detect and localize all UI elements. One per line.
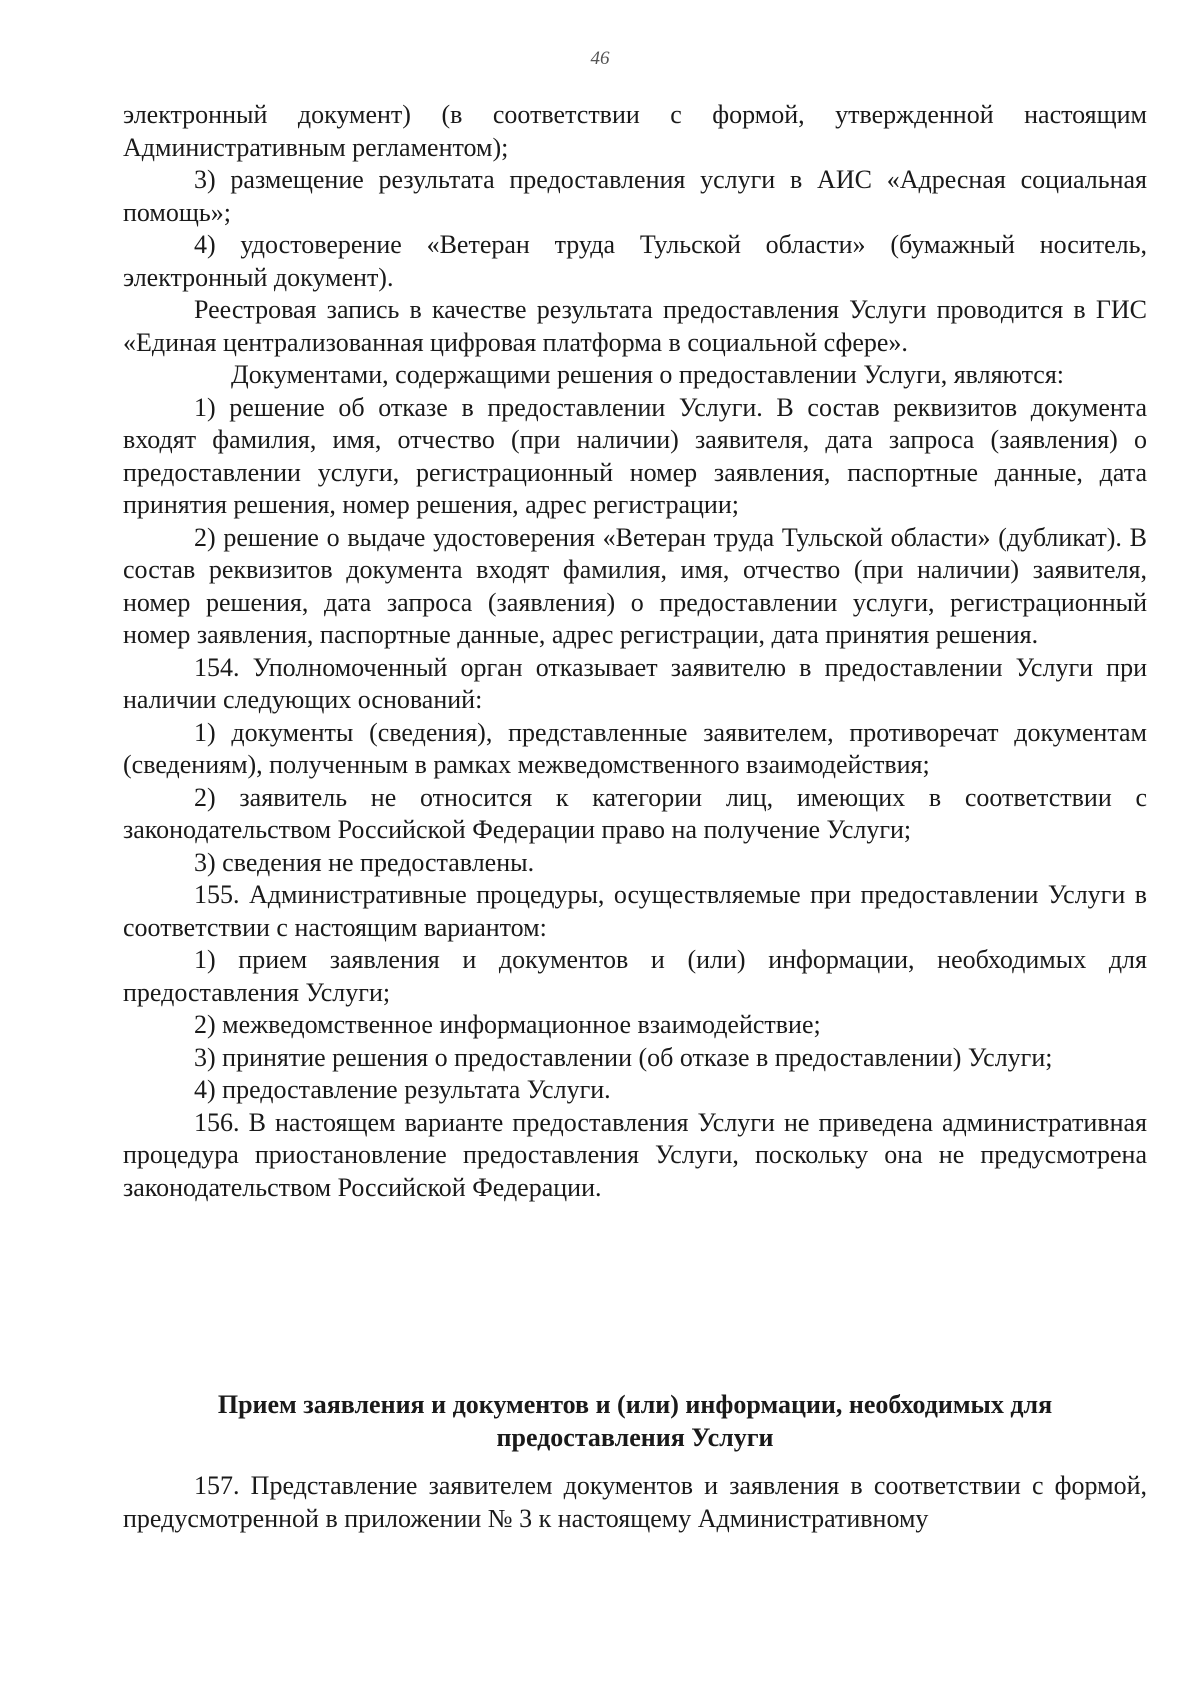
paragraph: 2) решение о выдаче удостоверения «Ветеран труда Тульской области» (дубликат). В состав реквизитов документа входят фамилия, имя, отчество (при наличии) заявителя, номер решения, дата запроса (заявления) о предоставлении услуги, регистрационный номер заявления, паспортные данные, адрес регистрации, дата принятия решения. [123,522,1147,649]
paragraph: 157. Представление заявителем документов и заявления в соответствии с формой, предусмотренной в приложении № 3 к настоящему Административному [123,1471,1147,1533]
paragraph: 1) прием заявления и документов и (или) информации, необходимых для предоставления Услуги; [123,945,1147,1007]
section-heading-line: Прием заявления и документов и (или) информации, необходимых для [217,1390,1053,1419]
paragraph: Реестровая запись в качестве результата предоставления Услуги проводится в ГИС «Единая централизованная цифровая платформа в социальной сфере». [123,295,1147,357]
tail-text [123,1470,1147,1535]
paragraph: 1) документы (сведения), представленные заявителем, противоречат документам (сведениям), полученным в рамках межведомственного взаимодействия; [123,717,1147,779]
paragraph: 4) предоставление результата Услуги. [194,1075,611,1104]
body-text [123,99,1147,1204]
paragraph: 3) размещение результата предоставления услуги в АИС «Адресная социальная помощь»; [123,165,1147,227]
paragraph: 3) сведения не предоставлены. [194,847,535,877]
page-number: 46 [590,48,610,69]
paragraph: 156. В настоящем варианте предоставления Услуги не приведена административная процедура приостановление предоставления Услуги, поскольку она не предусмотрена законодательством Российской Федерации. [123,1107,1147,1202]
paragraph: 154. Уполномоченный орган отказывает заявителю в предоставлении Услуги при наличии следующих оснований: [123,652,1147,714]
section-heading-line: предоставления Услуги [496,1423,774,1452]
paragraph: 3) принятие решения о предоставлении (об отказе в предоставлении) Услуги; [194,1042,1053,1072]
paragraph: 2) заявитель не относится к категории лиц, имеющих в соответствии с законодательством Российской Федерации право на получение Услуги; [123,782,1147,844]
paragraph: электронный документ) (в соответствии с формой, утвержденной настоящим Административным регламентом); [123,100,1147,162]
paragraph: 4) удостоверение «Ветеран труда Тульской области» (бумажный носитель, электронный документ). [123,230,1147,292]
paragraph: Документами, содержащими решения о предоставлении Услуги, являются: [231,360,1065,389]
paragraph: 1) решение об отказе в предоставлении Услуги. В состав реквизитов документа входят фамилия, имя, отчество (при наличии) заявителя, дата запроса (заявления) о предоставлении услуги, регистрационный номер заявления, паспортные данные, дата принятия решения, номер решения, адрес регистрации; [123,392,1147,519]
section-heading [123,1388,1147,1454]
paragraph: 2) межведомственное информационное взаимодействие; [194,1010,821,1039]
paragraph: 155. Административные процедуры, осуществляемые при предоставлении Услуги в соответствии с настоящим вариантом: [123,880,1147,942]
